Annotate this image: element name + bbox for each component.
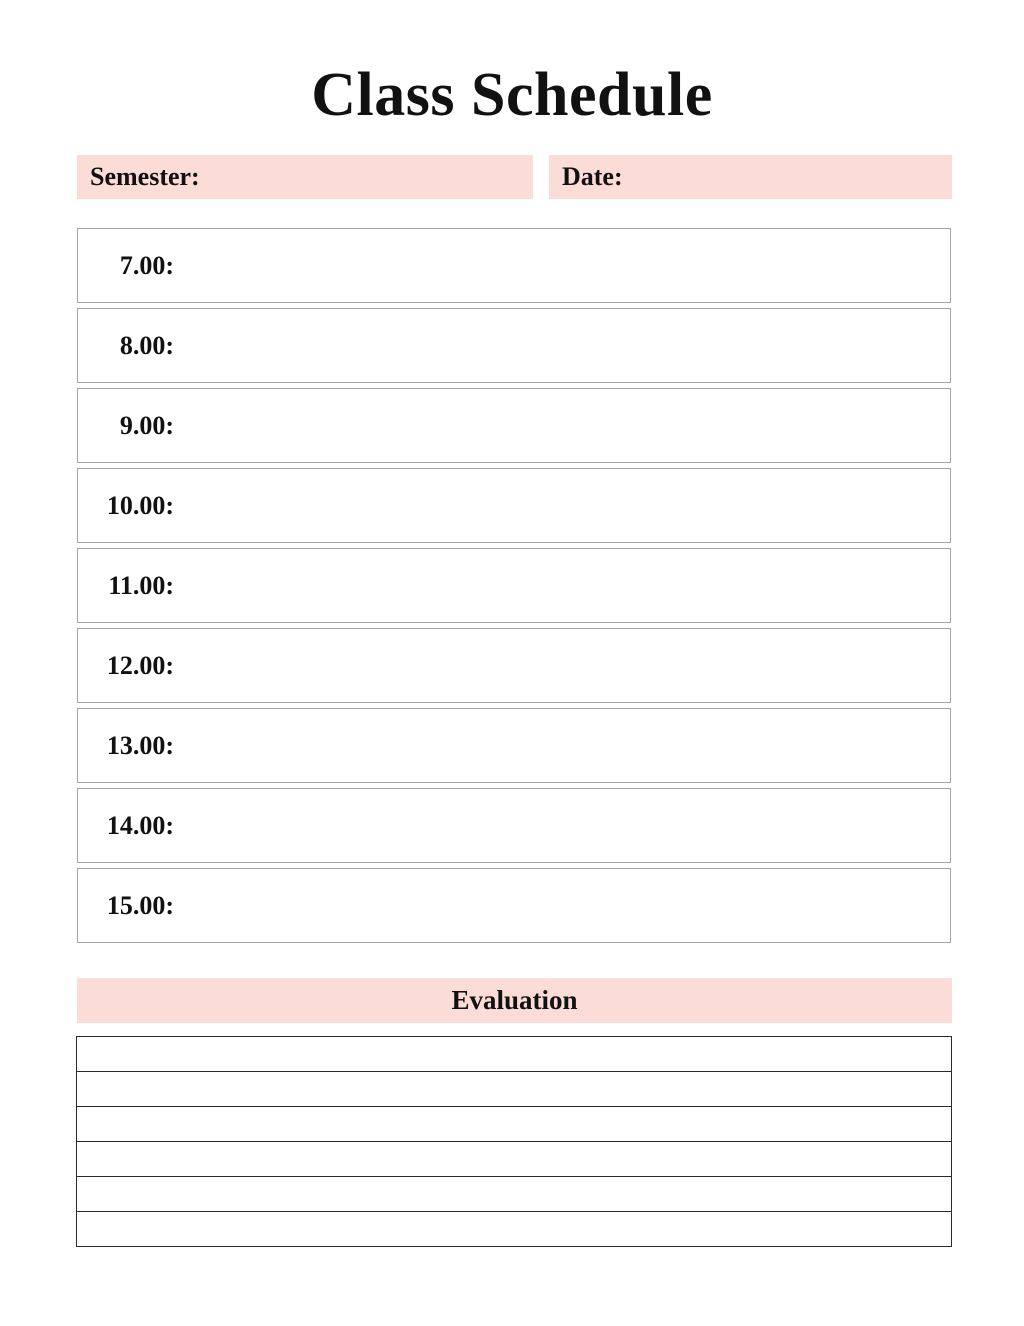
schedule-slot-row[interactable] <box>77 868 951 943</box>
slot-entry-area[interactable] <box>176 869 950 942</box>
evaluation-heading: Evaluation <box>451 985 578 1015</box>
slot-entry-area[interactable] <box>176 229 950 302</box>
evaluation-line[interactable] <box>77 1037 952 1072</box>
slot-entry-area[interactable] <box>176 469 950 542</box>
slot-time-label: 12.00: <box>106 650 174 680</box>
schedule-slot-row[interactable] <box>77 708 951 783</box>
evaluation-line[interactable] <box>77 1177 952 1212</box>
slot-entry-area[interactable] <box>176 709 950 782</box>
date-field[interactable] <box>549 155 952 199</box>
schedule-slot-row[interactable] <box>77 628 951 703</box>
slot-time-label: 11.00: <box>108 570 174 600</box>
slot-time-label: 8.00: <box>119 330 174 360</box>
meta-row <box>77 155 952 199</box>
schedule-slot-list <box>77 228 951 948</box>
schedule-slot-row[interactable] <box>77 388 951 463</box>
table-row[interactable] <box>77 1142 952 1177</box>
slot-entry-area[interactable] <box>176 309 950 382</box>
evaluation-table <box>76 1036 952 1247</box>
semester-label: Semester: <box>90 162 200 191</box>
schedule-slot-row[interactable] <box>77 548 951 623</box>
table-row[interactable] <box>77 1212 952 1247</box>
evaluation-line[interactable] <box>77 1142 952 1177</box>
slot-entry-area[interactable] <box>176 629 950 702</box>
slot-time-label: 15.00: <box>106 890 174 920</box>
evaluation-header <box>77 978 952 1023</box>
slot-entry-area[interactable] <box>176 389 950 462</box>
schedule-slot-row[interactable] <box>77 468 951 543</box>
table-row[interactable] <box>77 1177 952 1212</box>
semester-field[interactable] <box>77 155 533 199</box>
slot-time-label: 10.00: <box>106 490 174 520</box>
slot-entry-area[interactable] <box>176 789 950 862</box>
schedule-slot-row[interactable] <box>77 228 951 303</box>
table-row[interactable] <box>77 1072 952 1107</box>
schedule-slot-row[interactable] <box>77 788 951 863</box>
slot-entry-area[interactable] <box>176 549 950 622</box>
date-label: Date: <box>562 162 623 191</box>
slot-time-label: 9.00: <box>119 410 174 440</box>
slot-time-label: 7.00: <box>119 250 174 280</box>
slot-time-label: 14.00: <box>106 810 174 840</box>
table-row[interactable] <box>77 1107 952 1142</box>
evaluation-line[interactable] <box>77 1212 952 1247</box>
evaluation-line[interactable] <box>77 1072 952 1107</box>
table-row[interactable] <box>77 1037 952 1072</box>
schedule-slot-row[interactable] <box>77 308 951 383</box>
slot-time-label: 13.00: <box>106 730 174 760</box>
evaluation-line[interactable] <box>77 1107 952 1142</box>
page-title: Class Schedule <box>311 61 713 129</box>
